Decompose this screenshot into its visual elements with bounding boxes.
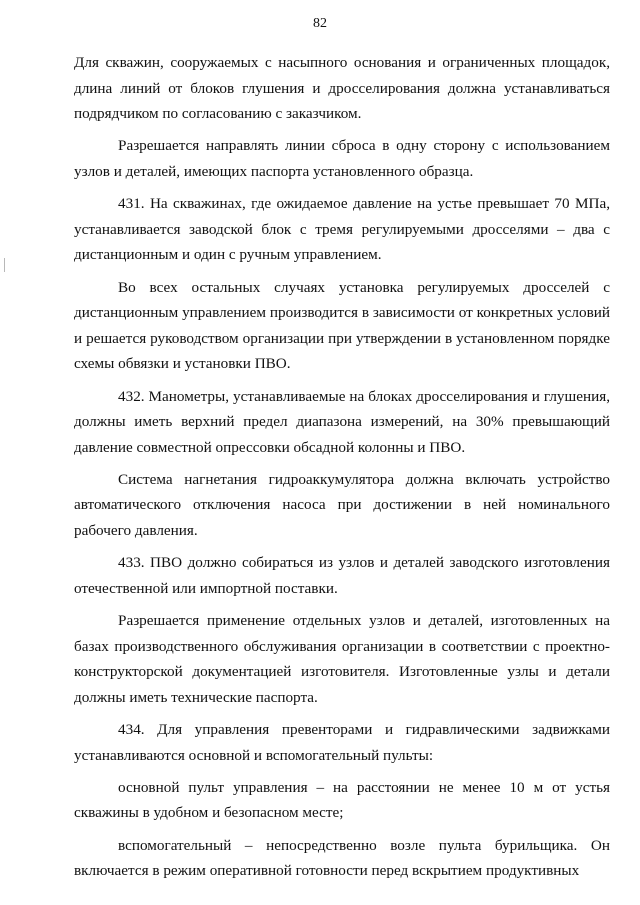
paragraph: Для скважин, сооружаемых с насыпного основания и ограниченных площадок, длина линий от блоков глушения и дросселирования должна устанавливаться подрядчиком по согласованию с заказчиком. <box>74 54 610 123</box>
page-number: 82 <box>313 16 327 31</box>
paragraph: Разрешается направлять линии сброса в одну сторону с использованием узлов и деталей, имеющих паспорта установленного образца. <box>74 137 610 180</box>
paragraph: основной пульт управления – на расстоянии не менее 10 м от устья скважины в удобном и безопасном месте; <box>74 778 610 822</box>
paragraph: 431. На скважинах, где ожидаемое давление на устье превышает 70 МПа, устанавливается заводской блок с тремя регулируемыми дросселями – два с дистанционным и один с ручным управлением. <box>74 195 610 264</box>
scan-edge-mark <box>4 258 5 272</box>
paragraph: 432. Манометры, устанавливаемые на блоках дросселирования и глушения, должны иметь верхний предел диапазона измерений, на 30% превышающий давление совместной опрессовки обсадной колонны и ПВО. <box>74 387 610 456</box>
paragraph: вспомогательный – непосредственно возле пульта бурильщика. Он включается в режим оперативной готовности перед вскрытием продуктивных <box>74 836 610 880</box>
paragraph: Система нагнетания гидроаккумулятора должна включать устройство автоматического отключения насоса при достижении в ней номинального рабочего давления. <box>74 470 610 540</box>
paragraph: Разрешается применение отдельных узлов и деталей, изготовленных на базах производственного обслуживания организации в соответствии с проектно-конструкторской документацией изготовителя. Изготовленные узлы и детали должны иметь технические паспорта. <box>74 612 610 706</box>
paragraph: 434. Для управления превенторами и гидравлическими задвижками устанавливаются основной и вспомогательный пульты: <box>74 721 610 764</box>
paragraph: Во всех остальных случаях установка регулируемых дросселей с дистанционным управлением производится в зависимости от конкретных условий и решается руководством организации при утверждении в установленном порядке схемы обвязки и установки ПВО. <box>74 278 610 373</box>
paragraph: 433. ПВО должно собираться из узлов и деталей заводского изготовления отечественной или импортной поставки. <box>74 554 610 597</box>
body-text <box>74 50 610 890</box>
